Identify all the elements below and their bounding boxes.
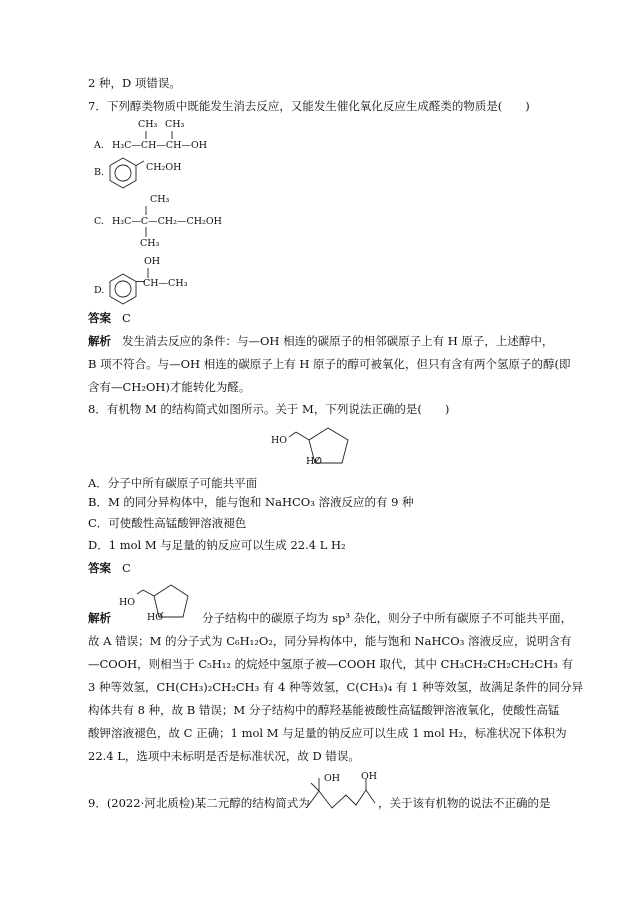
explanation-8-line-4: 3 种等效氢，CH(CH₃)₂CH₂CH₃ 有 4 种等效氢，C(CH₃)₄ 有 1 种等效氢，故满足条件的同分异	[88, 680, 584, 694]
hydroxyl-label: HO	[306, 456, 323, 467]
hydroxyl-label: HO	[147, 612, 164, 623]
option-8d: D．1 mol M 与足量的钠反应可以生成 22.4 L H₂	[88, 538, 346, 552]
explanation-8-line-6: 酸钾溶液褪色，故 C 正确；1 mol M 与足量的钠反应可以生成 1 mol H₂，标准状况下体积为	[88, 726, 567, 740]
question-8: 8．有机物 M 的结构简式如图所示。关于 M，下列说法正确的是( )	[88, 402, 450, 416]
hydroxyl-label: OH	[324, 773, 341, 784]
explanation-label: 解析	[88, 611, 111, 625]
answer-value: C	[121, 311, 131, 325]
explanation-7-line-3: 含有—CH₂OH)才能转化为醛。	[88, 380, 251, 394]
methyl-label: CH₃	[150, 194, 170, 205]
question-9-suffix: ，关于该有机物的说法不正确的是	[378, 796, 551, 810]
hydroxyl-label: HO	[271, 435, 288, 446]
hydroxyl-label: OH	[361, 771, 378, 782]
explanation-8-line-7: 22.4 L，选项中未标明是否是标准状况，故 D 错误。	[88, 749, 360, 763]
explanation-7-line-1: 解析 发生消去反应的条件：与—OH 相连的碳原子的相邻碳原子上有 H 原子，上述醇中，	[88, 334, 554, 348]
methyl-label: CH₃	[138, 119, 158, 130]
substituent-label: CH—CH₃	[143, 278, 188, 289]
option-8a: A．分子中所有碳原子可能共平面	[88, 476, 258, 490]
option-8c: C．可使酸性高锰酸钾溶液褪色	[88, 516, 247, 530]
methyl-label: CH₃	[165, 119, 185, 130]
text-line-prev: 2 种，D 项错误。	[88, 76, 181, 90]
substituent-label: CH₂OH	[146, 162, 182, 173]
explanation-7-line-2: B 项不符合。与—OH 相连的碳原子上有 H 原子的醇可被氧化，但只有含有两个氢原子的醇(即	[88, 357, 571, 371]
explanation-8-line-2: 故 A 错误；M 的分子式为 C₆H₁₂O₂，同分异构体中，能与饱和 NaHCO₃ 溶液反应，说明含有	[88, 634, 572, 648]
answer-value: C	[121, 561, 131, 575]
explanation-8-line-3: —COOH，则相当于 C₅H₁₂ 的烷烃中氢原子被—COOH 取代，其中 CH₃CH₂CH₂CH₂CH₃ 有	[88, 657, 573, 671]
option-letter: D.	[94, 285, 105, 296]
answer-label: 答案	[88, 561, 111, 575]
option-letter: C.	[94, 216, 104, 227]
formula-main: H₃C—C—CH₂—CH₂OH	[112, 216, 222, 227]
question-9-prefix: 9．(2022·河北质检)某二元醇的结构简式为	[88, 796, 310, 810]
hydroxyl-label: OH	[144, 256, 161, 267]
option-8b: B．M 的同分异构体中，能与饱和 NaHCO₃ 溶液反应的有 9 种	[88, 495, 414, 509]
option-letter: A.	[94, 140, 104, 151]
formula-main: H₃C—CH—CH—OH	[112, 140, 208, 151]
question-7: 7．下列醇类物质中既能发生消去反应，又能发生催化氧化反应生成醛类的物质是( )	[88, 99, 530, 113]
hydroxyl-label: HO	[119, 597, 136, 608]
option-letter: B.	[94, 167, 105, 178]
explanation-8-line-1: 分子结构中的碳原子均为 sp³ 杂化，则分子中所有碳原子不可能共平面，	[202, 611, 573, 625]
answer-label: 答案	[88, 311, 111, 325]
methyl-label: CH₃	[140, 238, 160, 249]
explanation-label: 解析	[88, 334, 111, 348]
explanation-8-line-5: 构体共有 8 种，故 B 错误；M 分子结构中的醇羟基能被酸性高锰酸钾溶液氧化，使酸性高锰	[88, 703, 560, 717]
